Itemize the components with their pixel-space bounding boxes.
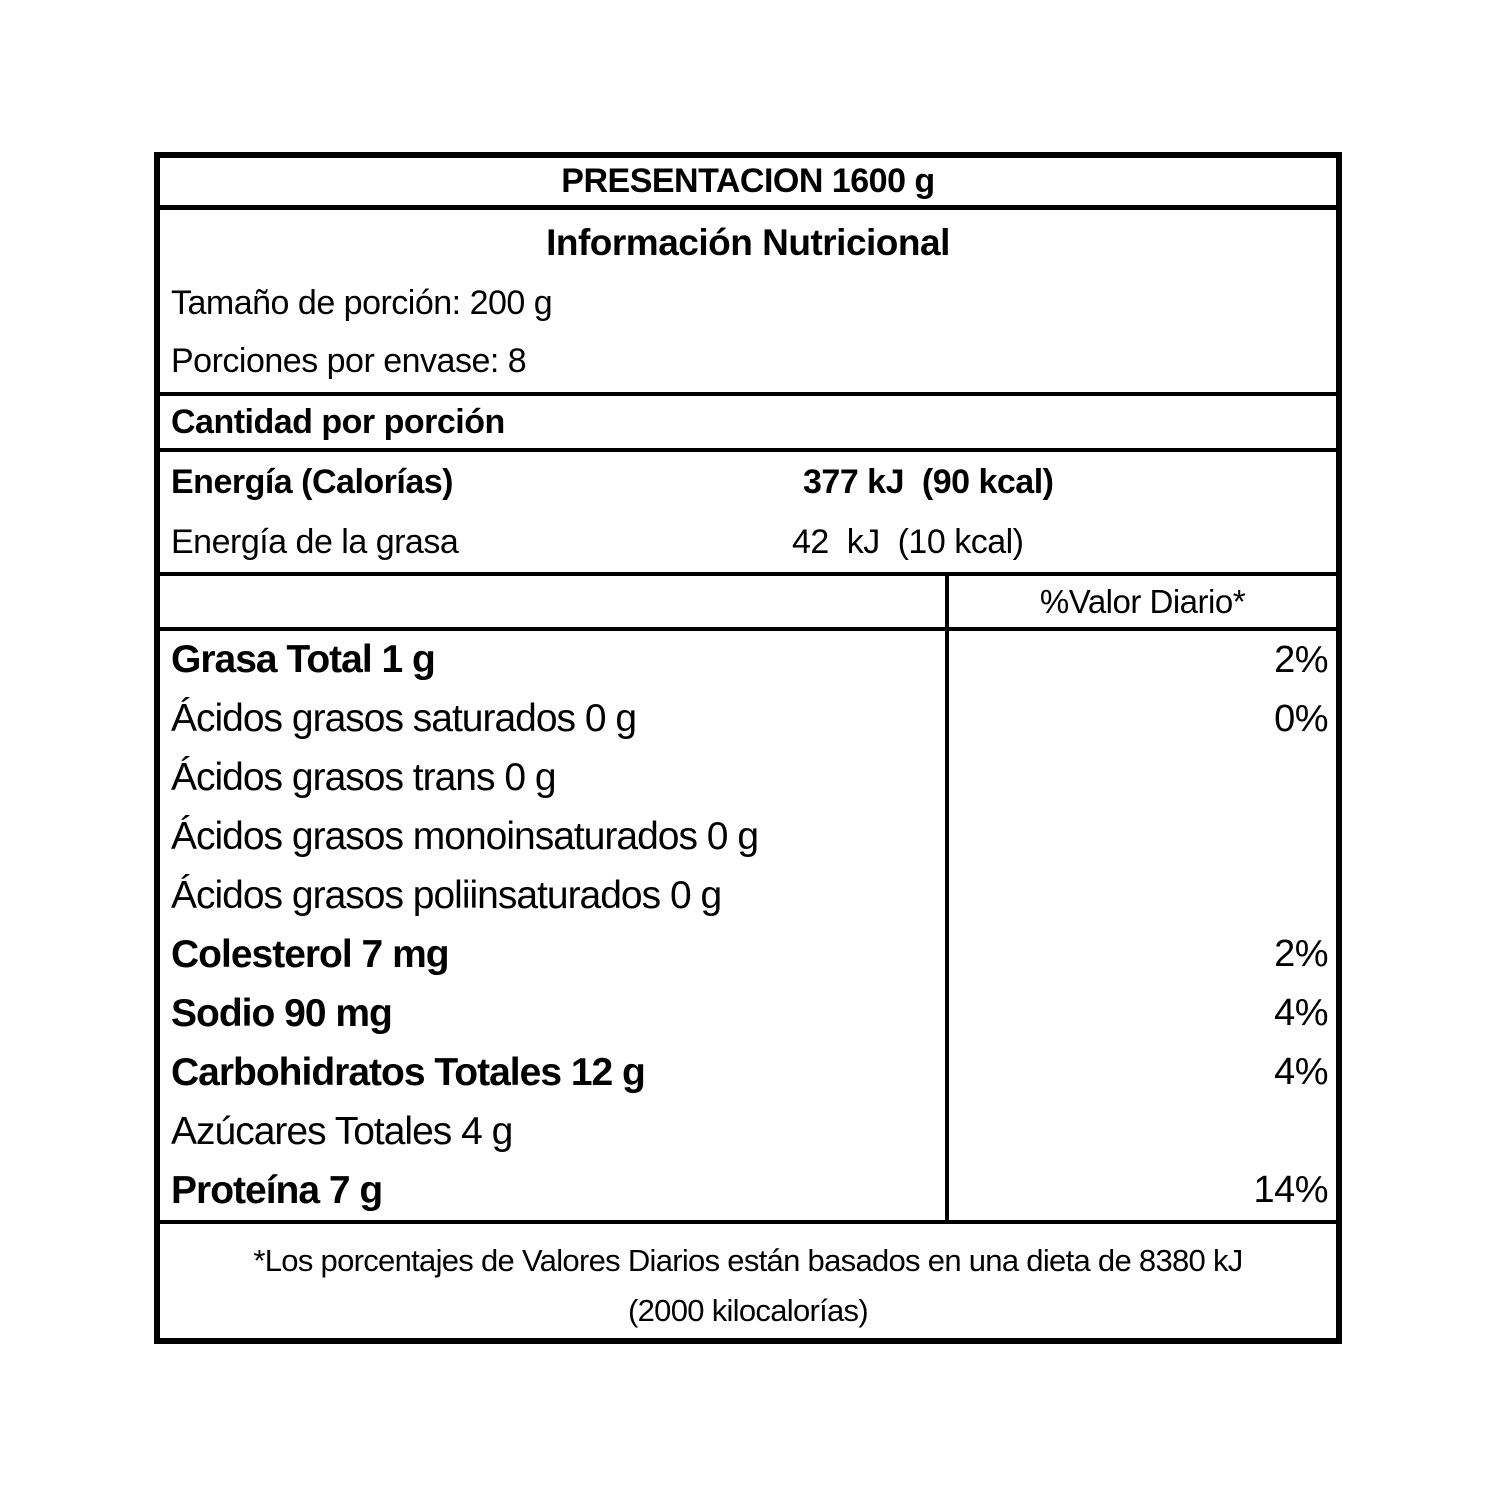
nutrient-row-monounsaturated-fat xyxy=(160,808,1336,867)
info-section xyxy=(160,210,1336,396)
daily-value-header-spacer xyxy=(160,576,949,627)
nutrient-name: Grasa Total 1 g xyxy=(160,631,949,690)
nutrient-dv xyxy=(949,808,1336,867)
presentation-text: PRESENTACION 1600 g xyxy=(561,162,935,200)
nutrient-row-sodium xyxy=(160,984,1336,1043)
nutrient-row-protein xyxy=(160,1161,1336,1220)
nutrient-dv: 2% xyxy=(1274,933,1328,976)
nutrient-dv xyxy=(949,1102,1336,1161)
nutrition-facts-label xyxy=(154,152,1342,1344)
nutrient-dv: 14% xyxy=(1253,1169,1328,1212)
energy-fat-label: Energía de la grasa xyxy=(171,522,459,561)
nutrient-name: Ácidos grasos poliinsaturados 0 g xyxy=(160,867,949,926)
nutrient-row-saturated-fat xyxy=(160,690,1336,749)
nutrient-name: Ácidos grasos monoinsaturados 0 g xyxy=(160,808,949,867)
footnote-line-2: (2000 kilocalorías) xyxy=(628,1293,868,1328)
energy-calories-row xyxy=(160,452,1336,512)
nutrient-dv xyxy=(949,867,1336,926)
servings-per-container: Porciones por envase: 8 xyxy=(171,341,527,380)
nutrient-name: Ácidos grasos saturados 0 g xyxy=(160,690,949,749)
footnote xyxy=(160,1224,1336,1338)
nutrient-row-total-carbohydrate xyxy=(160,1043,1336,1102)
nutrient-dv: 0% xyxy=(1274,697,1328,740)
nutrient-dv: 4% xyxy=(1274,1051,1328,1094)
energy-calories-value: 377 kJ (90 kcal) xyxy=(803,462,1054,501)
label-title: Información Nutricional xyxy=(546,222,950,263)
presentation-header xyxy=(160,158,1336,210)
nutrient-name: Azúcares Totales 4 g xyxy=(160,1102,949,1161)
energy-fat-value: 42 kJ (10 kcal) xyxy=(792,522,1024,561)
nutrient-row-cholesterol xyxy=(160,926,1336,985)
energy-calories-label: Energía (Calorías) xyxy=(171,462,453,501)
nutrient-row-polyunsaturated-fat xyxy=(160,867,1336,926)
serving-size: Tamaño de porción: 200 g xyxy=(171,283,553,322)
nutrient-name: Colesterol 7 mg xyxy=(160,926,949,985)
daily-value-header: %Valor Diario* xyxy=(1039,582,1246,620)
energy-section xyxy=(160,452,1336,576)
nutrients-table xyxy=(160,631,1336,1224)
energy-fat-row xyxy=(160,512,1336,572)
nutrient-row-trans-fat xyxy=(160,749,1336,808)
amount-per-serving: Cantidad por porción xyxy=(160,396,1336,452)
nutrient-dv: 4% xyxy=(1274,992,1328,1035)
footnote-line-1: *Los porcentajes de Valores Diarios están basados en una dieta de 8380 kJ xyxy=(253,1243,1243,1278)
nutrient-row-total-fat xyxy=(160,631,1336,690)
nutrient-name: Ácidos grasos trans 0 g xyxy=(160,749,949,808)
nutrient-row-total-sugars xyxy=(160,1102,1336,1161)
nutrient-dv xyxy=(949,749,1336,808)
nutrient-name: Carbohidratos Totales 12 g xyxy=(160,1043,949,1102)
nutrient-dv: 2% xyxy=(1274,638,1328,681)
daily-value-header-row xyxy=(160,576,1336,631)
nutrient-name: Sodio 90 mg xyxy=(160,984,949,1043)
nutrient-name: Proteína 7 g xyxy=(160,1161,949,1220)
